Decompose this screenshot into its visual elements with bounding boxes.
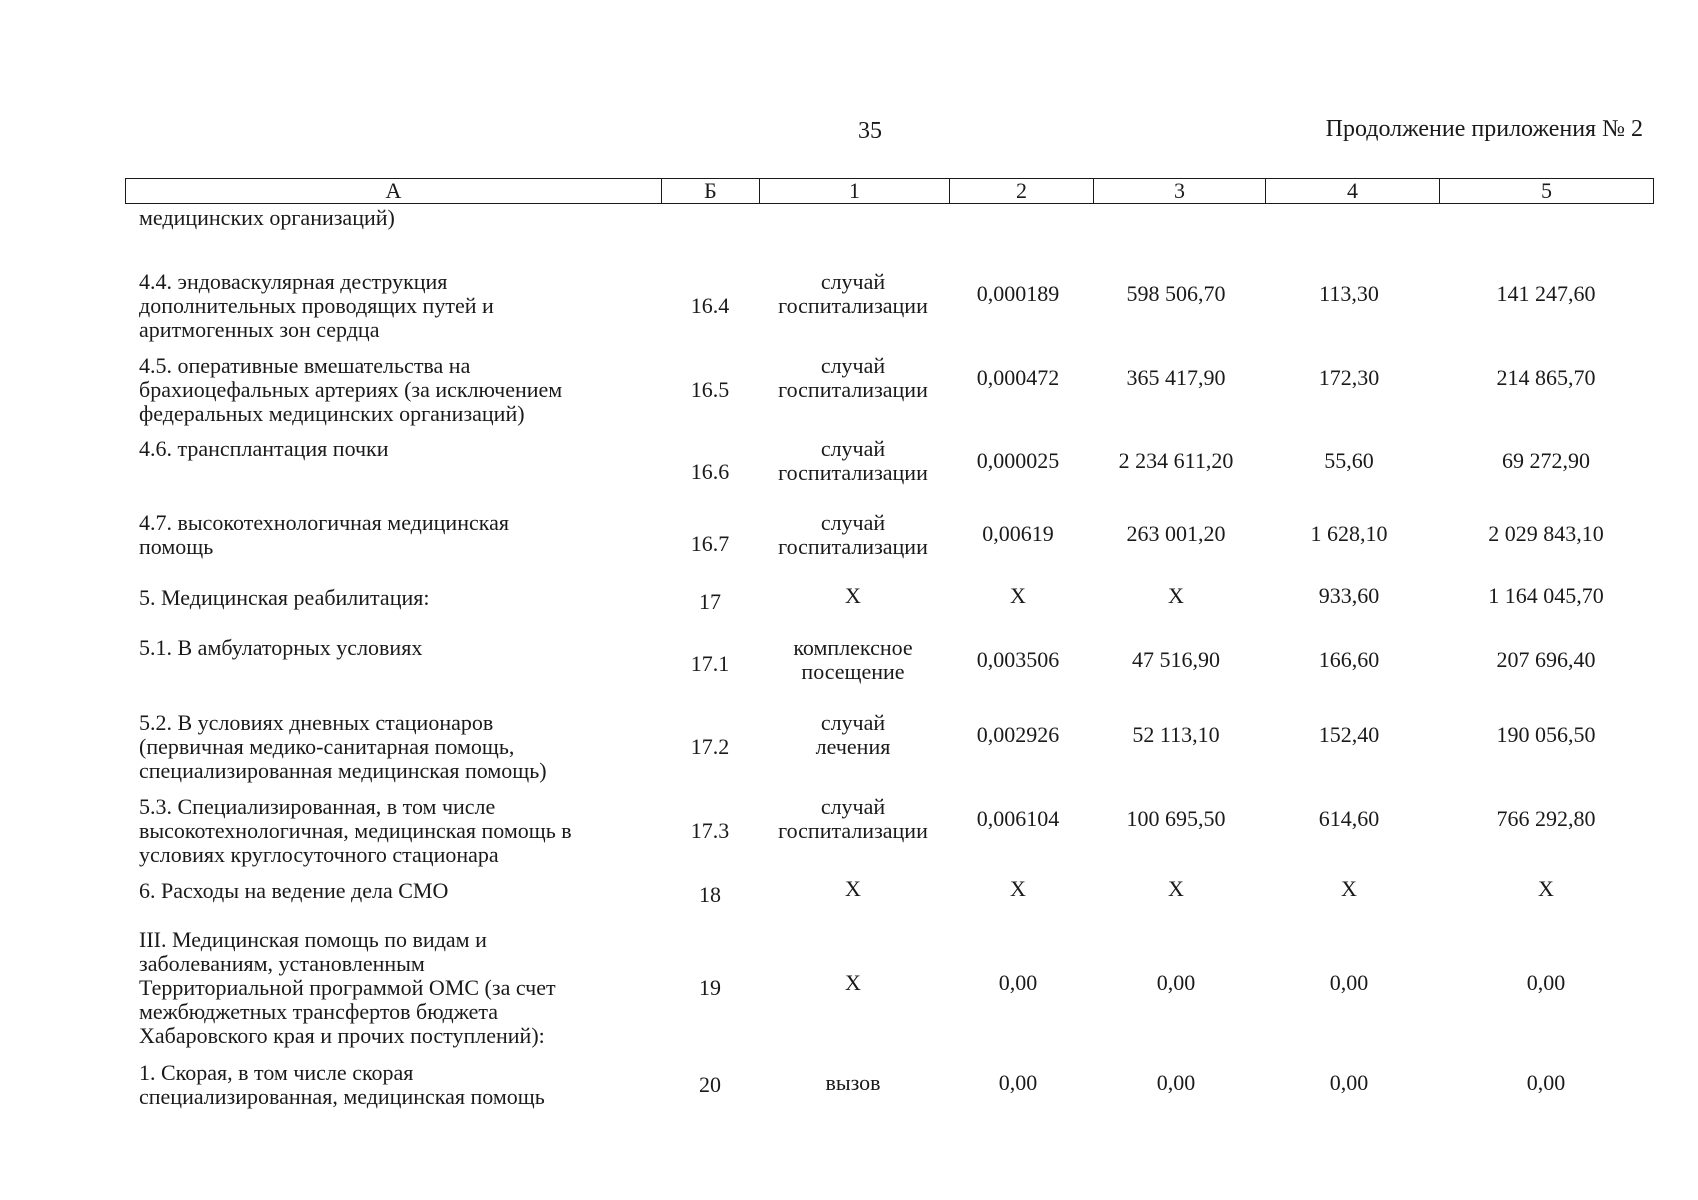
- page-number: 35: [858, 118, 882, 144]
- table-row-16-7-unit: [758, 511, 948, 559]
- table-row-16-6-col3: 2 234 611,20: [1118, 448, 1234, 473]
- table-row-16-5-col2: 0,000472: [976, 365, 1060, 390]
- table-row-16-5-col5: 214 865,70: [1496, 365, 1596, 390]
- table-row-19-col5: 0,00: [1526, 970, 1566, 995]
- table-row-16-5-code: 16.5: [690, 377, 730, 402]
- table-row-20-col3: 0,00: [1156, 1070, 1196, 1095]
- table-row-16-6-col4: 55,60: [1324, 448, 1374, 473]
- table-row-16-5-name-line: 4.5. оперативные вмешательства на: [139, 353, 471, 378]
- table-row-16-4-unit-line: случай: [820, 269, 886, 294]
- table-row-20-code: 20: [699, 1072, 721, 1097]
- table-row-17-2-col3: 52 113,10: [1132, 722, 1220, 747]
- table-row-16-7-name-line: 4.7. высокотехнологичная медицинская: [139, 510, 509, 535]
- table-row-16-6-col2: 0,000025: [976, 448, 1060, 473]
- table-row-16-4-col4: 113,30: [1319, 281, 1379, 306]
- column-header-3: 3: [1094, 179, 1266, 204]
- table-row-16-5-col3: 365 417,90: [1126, 365, 1226, 390]
- table-row-16-7-col4: 1 628,10: [1310, 521, 1388, 546]
- table-row-16-4-name: [139, 270, 659, 342]
- table-row-17-1-col2: 0,003506: [976, 647, 1060, 672]
- table-row-18-col3: Х: [1168, 876, 1184, 901]
- table-row-18-name-line: 6. Расходы на ведение дела СМО: [139, 878, 449, 903]
- table-row-18-code: 18: [699, 882, 721, 907]
- table-row-17-3-name-line: условиях круглосуточного стационара: [139, 842, 499, 867]
- column-header-a: А: [126, 179, 662, 204]
- table-row-16-4-col2: 0,000189: [976, 281, 1060, 306]
- column-header-4: 4: [1266, 179, 1440, 204]
- table-row-17-1-name: [139, 636, 659, 660]
- table-row-17-col3: Х: [1168, 583, 1184, 608]
- table-row-17-3-name-line: высокотехнологичная, медицинская помощь в: [139, 818, 572, 843]
- table-row-16-4-unit: [758, 270, 948, 318]
- table-row-17-2-col5: 190 056,50: [1496, 722, 1596, 747]
- table-row-16-5-unit-line: случай: [820, 353, 886, 378]
- table-row-17-1-col4: 166,60: [1318, 647, 1380, 672]
- table-row-18-col2: Х: [1010, 876, 1026, 901]
- table-row-17-1-unit-line: комплексное: [793, 635, 913, 660]
- table-row-17-col5: 1 164 045,70: [1488, 583, 1604, 608]
- table-row-17-3-col3: 100 695,50: [1126, 806, 1226, 831]
- table-row-16-5-col4: 172,30: [1318, 365, 1380, 390]
- table-row-17-1-unit-line: посещение: [801, 659, 905, 684]
- table-row-17-1-name-line: 5.1. В амбулаторных условиях: [139, 635, 423, 660]
- table-row-16-5-name: [139, 354, 659, 426]
- column-header-b: Б: [662, 179, 760, 204]
- table-row-16-6-unit: [758, 437, 948, 485]
- table-row-19-name-line: III. Медицинская помощь по видам и: [139, 927, 487, 952]
- table-row-16-5-unit: [758, 354, 948, 402]
- table-row-19-name-line: Территориальной программой ОМС (за счет: [139, 975, 556, 1000]
- table-row-16-6-name: [139, 437, 659, 461]
- table-row-16-7-col2: 0,00619: [982, 521, 1054, 546]
- table-row-16-4-name-line: аритмогенных зон сердца: [139, 317, 380, 342]
- table-row-16-4-unit-line: госпитализации: [778, 293, 928, 318]
- table-row-20-name-line: 1. Скорая, в том числе скорая: [139, 1060, 414, 1085]
- table-row-16-4-col3: 598 506,70: [1126, 281, 1226, 306]
- table-row-17-3-name: [139, 795, 659, 867]
- table-row-20-name-line: специализированная, медицинская помощь: [139, 1084, 545, 1109]
- table-row-17-unit-line: Х: [845, 583, 861, 608]
- table-row-16-7-unit-line: госпитализации: [778, 534, 928, 559]
- table-row-16-7-col3: 263 001,20: [1126, 521, 1226, 546]
- table-row-17-2-name-line: специализированная медицинская помощь): [139, 758, 547, 783]
- continuation-label: Продолжение приложения № 2: [1325, 116, 1643, 142]
- table-row-17-3-col2: 0,006104: [976, 806, 1060, 831]
- table-row-17-1-unit: [758, 636, 948, 684]
- table-row-17-2-unit: [758, 711, 948, 759]
- table-row-17-2-col2: 0,002926: [976, 722, 1060, 747]
- carryover-text: [139, 206, 659, 230]
- table-row-19-unit: [758, 971, 948, 995]
- table-row-17-3-unit-line: случай: [820, 794, 886, 819]
- table-row-17-2-name-line: 5.2. В условиях дневных стационаров: [139, 710, 494, 735]
- table-row-18-unit: [758, 877, 948, 901]
- table-row-17-2-unit-line: лечения: [815, 734, 891, 759]
- carryover-text-line: медицинских организаций): [139, 205, 395, 230]
- table-row-17-2-unit-line: случай: [820, 710, 886, 735]
- table-row-20-name: [139, 1061, 659, 1109]
- table-row-20-col4: 0,00: [1329, 1070, 1369, 1095]
- table-row-17-2-col4: 152,40: [1318, 722, 1380, 747]
- table-row-19-name-line: Хабаровского края и прочих поступлений):: [139, 1023, 545, 1048]
- table-row-16-5-name-line: федеральных медицинских организаций): [139, 401, 525, 426]
- table-row-19-col4: 0,00: [1329, 970, 1369, 995]
- table-row-20-unit: [758, 1071, 948, 1095]
- table-row-18-col4: Х: [1341, 876, 1357, 901]
- table-row-20-col2: 0,00: [998, 1070, 1038, 1095]
- table-row-17-2-code: 17.2: [690, 734, 730, 759]
- table-row-17-name-line: 5. Медицинская реабилитация:: [139, 585, 430, 610]
- table-row-16-6-name-line: 4.6. трансплантация почки: [139, 436, 389, 461]
- table-row-20-unit-line: вызов: [825, 1070, 881, 1095]
- table-row-19-name: [139, 928, 659, 1048]
- table-row-16-6-code: 16.6: [690, 459, 730, 484]
- table-row-16-5-unit-line: госпитализации: [778, 377, 928, 402]
- table-row-19-unit-line: Х: [845, 970, 861, 995]
- table-row-19-name-line: заболеваниям, установленным: [139, 951, 425, 976]
- table-row-19-name-line: межбюджетных трансфертов бюджета: [139, 999, 499, 1024]
- table-row-18-unit-line: Х: [845, 876, 861, 901]
- table-row-17-2-name: [139, 711, 659, 783]
- table-row-17-code: 17: [699, 589, 721, 614]
- table-row-16-4-col5: 141 247,60: [1496, 281, 1596, 306]
- table-row-17-3-name-line: 5.3. Специализированная, в том числе: [139, 794, 496, 819]
- table-row-17-3-unit: [758, 795, 948, 843]
- table-row-16-4-name-line: дополнительных проводящих путей и: [139, 293, 494, 318]
- table-row-17-1-col5: 207 696,40: [1496, 647, 1596, 672]
- table-row-17-col2: Х: [1010, 583, 1026, 608]
- table-row-20-col5: 0,00: [1526, 1070, 1566, 1095]
- table-row-17-2-name-line: (первичная медико-санитарная помощь,: [139, 734, 515, 759]
- table-row-18-name: [139, 879, 659, 903]
- table-row-16-6-col5: 69 272,90: [1502, 448, 1590, 473]
- table-row-17-1-col3: 47 516,90: [1132, 647, 1220, 672]
- table-row-17-name: [139, 586, 659, 610]
- column-header-5: 5: [1440, 179, 1654, 204]
- column-header-2: 2: [950, 179, 1094, 204]
- table-row-17-3-col4: 614,60: [1318, 806, 1380, 831]
- table-row-17-col4: 933,60: [1318, 583, 1380, 608]
- table-row-16-7-code: 16.7: [690, 531, 730, 556]
- table-row-16-7-name-line: помощь: [139, 534, 214, 559]
- table-row-17-3-unit-line: госпитализации: [778, 818, 928, 843]
- table-row-16-4-code: 16.4: [690, 293, 730, 318]
- table-row-16-5-name-line: брахиоцефальных артериях (за исключением: [139, 377, 563, 402]
- column-header-1: 1: [760, 179, 950, 204]
- table-row-16-7-col5: 2 029 843,10: [1488, 521, 1604, 546]
- table-row-16-4-name-line: 4.4. эндоваскулярная деструкция: [139, 269, 448, 294]
- table-row-17-1-code: 17.1: [690, 651, 730, 676]
- table-row-19-col2: 0,00: [998, 970, 1038, 995]
- table-row-16-6-unit-line: госпитализации: [778, 460, 928, 485]
- table-row-18-col5: Х: [1538, 876, 1554, 901]
- table-row-17-3-col5: 766 292,80: [1496, 806, 1596, 831]
- table-row-16-7-unit-line: случай: [820, 510, 886, 535]
- table-row-19-col3: 0,00: [1156, 970, 1196, 995]
- table-row-16-6-unit-line: случай: [820, 436, 886, 461]
- table-row-17-unit: [758, 584, 948, 608]
- table-row-19-code: 19: [699, 975, 721, 1000]
- table-row-16-7-name: [139, 511, 659, 559]
- table-row-17-3-code: 17.3: [690, 818, 730, 843]
